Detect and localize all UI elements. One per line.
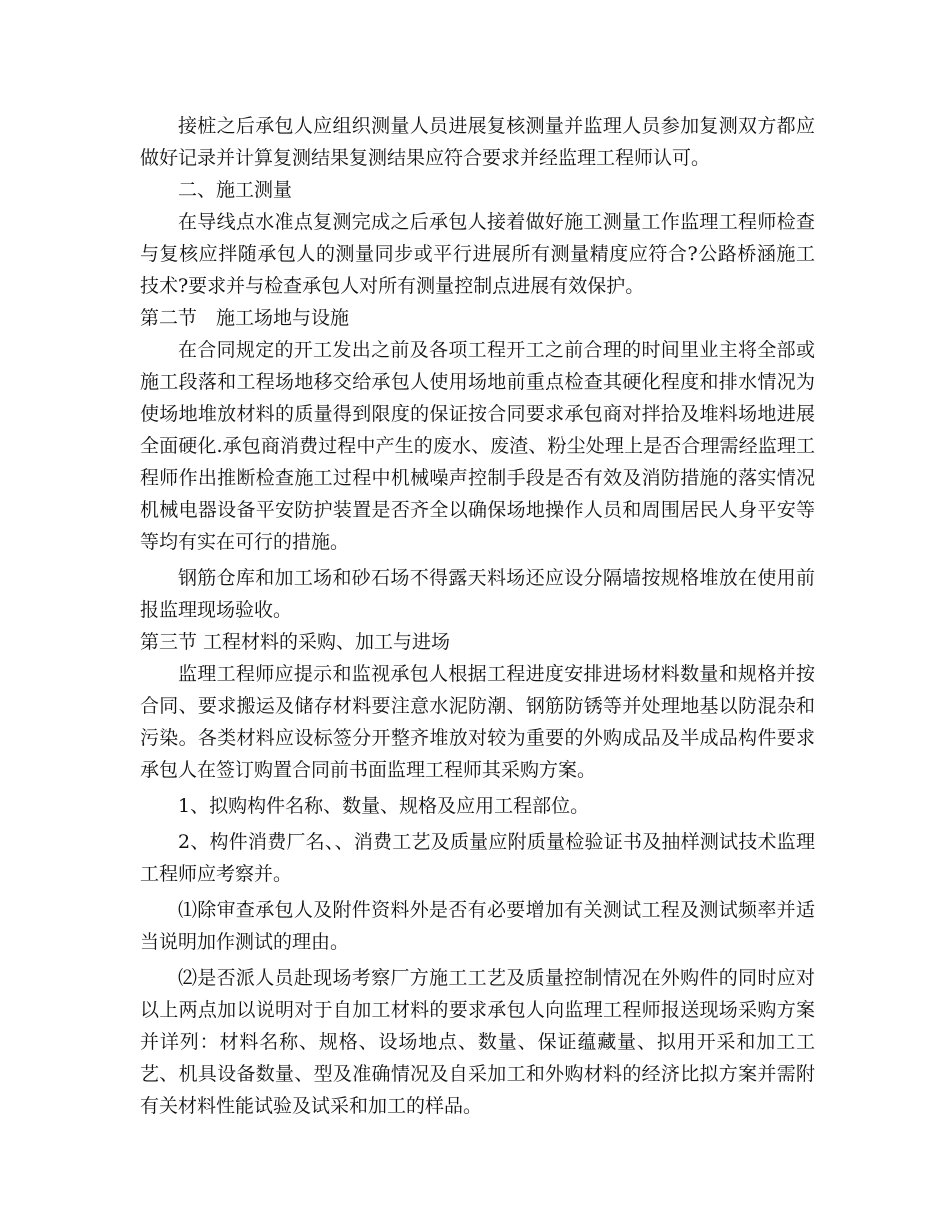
paragraph-site-facilities: 在合同规定的开工发出之前及各项工程开工之前合理的时间里业主将全部或施工段落和工程场地移交给承包人使用场地前重点检查其硬化程度和排水情况为使场地堆放材料的质量得到限度的保证按合同要求承包商对拌拾及堆料场地进展全面硬化.承包商消费过程中产生的废水、废渣、粉尘处理上是否合理需经监理工程师作出推断检查施工过程中机械噪声控制手段是否有效及消防措施的落实情况机械电器设备平安防护装置是否齐全以确保场地操作人员和周围居民人身平安等等均有实在可行的措施。 — [140, 339, 815, 553]
section-heading-site-facilities: 第二节 施工场地与设施 — [140, 307, 350, 329]
subheading-construction-survey: 二、施工测量 — [178, 179, 293, 201]
section-heading-materials: 第三节 工程材料的采购、加工与进场 — [140, 631, 451, 653]
sub-item-1: ⑴除审查承包人及附件资料外是否有必要增加有关测试工程及测试频率并适当说明加作测试的理由。 — [140, 899, 815, 953]
paragraph-construction-survey: 在导线点水准点复测完成之后承包人接着做好施工测量工作监理工程师检查与复核应拌随承包人的测量同步或平行进展所有测量精度应符合?公路桥涵施工技术?要求并与检查承包人对所有测量控制点进展有效保护。 — [140, 211, 815, 297]
list-item-2: 2、构件消费厂名、、消费工艺及质量应附质量检验证书及抽样测试技术监理工程师应考察并。 — [140, 831, 815, 885]
list-item-1: 1、拟购构件名称、数量、规格及应用工程部位。 — [178, 795, 590, 817]
paragraph-materials: 监理工程师应提示和监视承包人根据工程进度安排进场材料数量和规格并按合同、要求搬运及储存材料要注意水泥防潮、钢筋防锈等并处理地基以防混杂和污染。各类材料应设标签分开整齐堆放对较为重要的外购成品及半成品构件要求承包人在签订购置合同前书面监理工程师其采购方案。 — [140, 663, 815, 781]
paragraph-recheck: 接桩之后承包人应组织测量人员进展复核测量并监理人员参加复测双方都应做好记录并计算复测结果复测结果应符合要求并经监理工程师认可。 — [140, 115, 815, 169]
document-body — [140, 110, 815, 1122]
paragraph-rebar-warehouse: 钢筋仓库和加工场和砂石场不得露天料场还应设分隔墙按规格堆放在使用前报监理现场验收。 — [140, 567, 815, 621]
sub-item-2: ⑵是否派人员赴现场考察厂方施工工艺及质量控制情况在外购件的同时应对以上两点加以说明对于自加工材料的要求承包人向监理工程师报送现场采购方案并详列：材料名称、规格、设场地点、数量、保证蕴藏量、拟用开采和加工工艺、机具设备数量、型及准确情况及自采加工和外购材料的经济比拟方案并需附有关材料性能试验及试采和加工的样品。 — [140, 967, 815, 1117]
